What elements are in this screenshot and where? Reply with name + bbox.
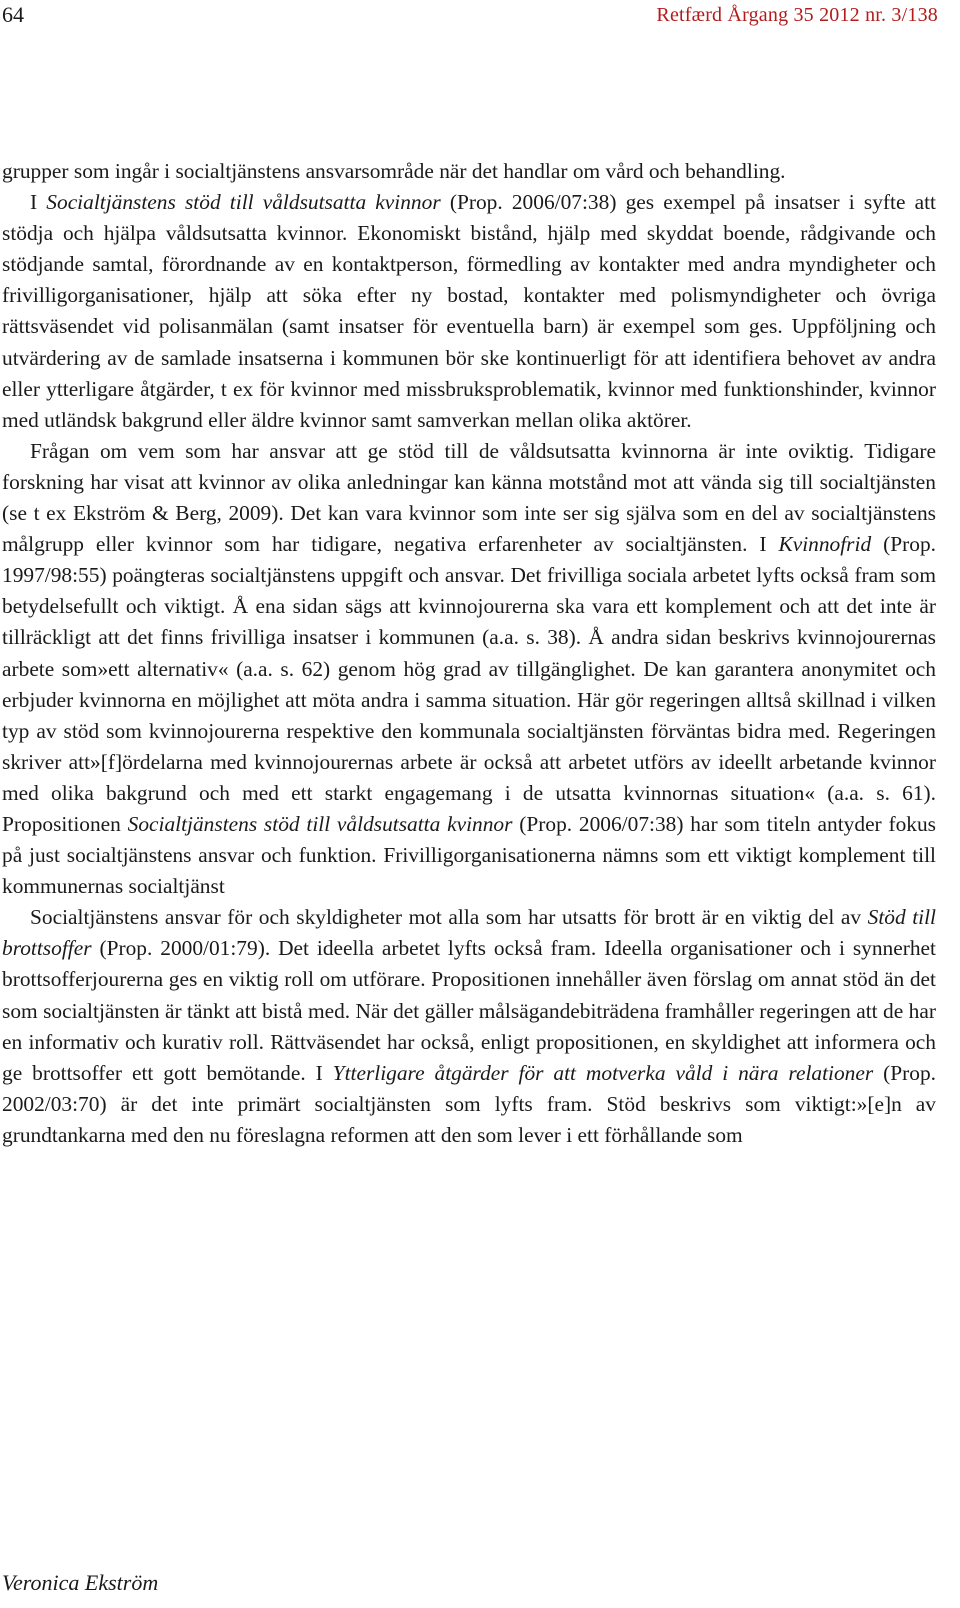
paragraph xyxy=(2,902,936,1151)
text-segment: (Prop. 1997/98:55) poängteras socialtjänstens uppgift och ansvar. Det frivilliga sociala arbetet lyfts också fram som betydelsefullt och viktigt. Å ena sidan sägs att kvinnojourerna ska vara ett komplement och att det inte är tillräckligt att det finns frivilliga insatser i kommunen (a.a. s. 38). Å andra sidan beskrivs kvinnojourernas arbete som»ett alternativ« (a.a. s. 62) genom hög grad av tillgänglighet. De kan garantera anonymitet och erbjuder kvinnorna en möjlighet att möta andra i samma situation. Här gör regeringen alltså skillnad i vilken typ av stöd som kvinnojourerna respektive den kommunala socialtjänsten förväntas bidra med. Regeringen skriver att»[f]ördelarna med kvinnojourernas arbete är också att arbetet utförs av ideellt arbetande kvinnor med olika bakgrund och med ett starkt engagemang i de utsatta kvinnornas situation« (a.a. s. 61). Propositionen xyxy=(2,532,936,836)
text-segment: (Prop. 2000/01:79). Det ideella arbetet lyfts också fram. Ideella organisationer och i synnerhet brottsofferjourerna ges en viktig roll om utförare. Propositionen innehåller även förslag om annat stöd än det som socialtjänsten är tänkt att bistå med. När det gäller målsägandebiträdena framhåller regeringen att de har en informativ och kurativ roll. Rättväsendet har också, enligt propositionen, en skyldighet att informera och ge brottsoffer ett gott bemötande. I xyxy=(2,936,936,1085)
italic-title: Ytterligare åtgärder för att motverka våld i nära relationer xyxy=(332,1060,874,1085)
author-footer: Veronica Ekström xyxy=(2,1570,159,1595)
article-body xyxy=(2,156,936,1151)
paragraph xyxy=(2,187,936,436)
text-segment: I xyxy=(30,190,47,215)
paragraph xyxy=(2,156,936,187)
running-head: Retfærd Årgang 35 2012 nr. 3/138 xyxy=(656,4,938,26)
text-segment: (Prop. 2006/07:38) ges exempel på insatser i syfte att stödja och hjälpa våldsutsatta kvinnor. Ekonomiskt bistånd, hjälp med skyddat boende, rådgivande och stödjande samtal, förordnande av en kontaktperson, förmedling av kontakter med andra myndigheter och frivilligorganisationer, hjälp att söka efter ny bostad, kontakter med polismyndigheter och övriga rättsväsendet vid polisanmälan (samt insatser för eventuella barn) är exempel som ges. Uppföljning och utvärdering av de samlade insatserna i kommunen bör ske kontinuerligt för att identifiera behovet av andra eller ytterligare åtgärder, t ex för kvinnor med missbruksproblematik, kvinnor med funktionshinder, kvinnor med utländsk bakgrund eller äldre kvinnor samt samverkan mellan olika aktörer. xyxy=(2,190,936,432)
page-header xyxy=(0,0,960,40)
text-segment: grupper som ingår i socialtjänstens ansvarsområde när det handlar om vård och behandling. xyxy=(2,159,786,183)
italic-title: Stöd till brottsoffer xyxy=(2,905,936,961)
text-segment: Frågan om vem som har ansvar att ge stöd till de våldsutsatta kvinnorna är inte oviktig. Tidigare forskning har visat att kvinnor av olika anledningar kan känna motstånd mot att vända sig till socialtjänsten (se t ex Ekström & Berg, 2009). Det kan vara kvinnor som inte ser sig själva som en del av socialtjänstens målgrupp eller kvinnor som har tidigare, negativa erfarenheter av socialtjänsten. I xyxy=(2,438,936,557)
text-segment: (Prop. 2006/07:38) har som titeln antyder fokus på just socialtjänstens ansvar och funktion. Frivilligorganisationerna nämns som ett viktigt komplement till kommunernas socialtjänst xyxy=(2,811,936,899)
italic-title: Socialtjänstens stöd till våldsutsatta kvinnor xyxy=(127,811,513,836)
italic-title: Socialtjänstens stöd till våldsutsatta kvinnor xyxy=(46,190,441,215)
page-number: 64 xyxy=(2,2,24,27)
text-segment: Socialtjänstens ansvar för och skyldigheter mot alla som har utsatts för brott är en viktig del av xyxy=(30,905,868,930)
italic-title: Kvinnofrid xyxy=(778,532,872,557)
text-segment: (Prop. 2002/03:70) är det inte primärt socialtjänsten som lyfts fram. Stöd beskrivs som viktigt:»[e]n av grundtankarna med den nu föreslagna reformen att den som lever i ett förhållande som xyxy=(2,1060,937,1147)
paragraph xyxy=(2,436,936,902)
